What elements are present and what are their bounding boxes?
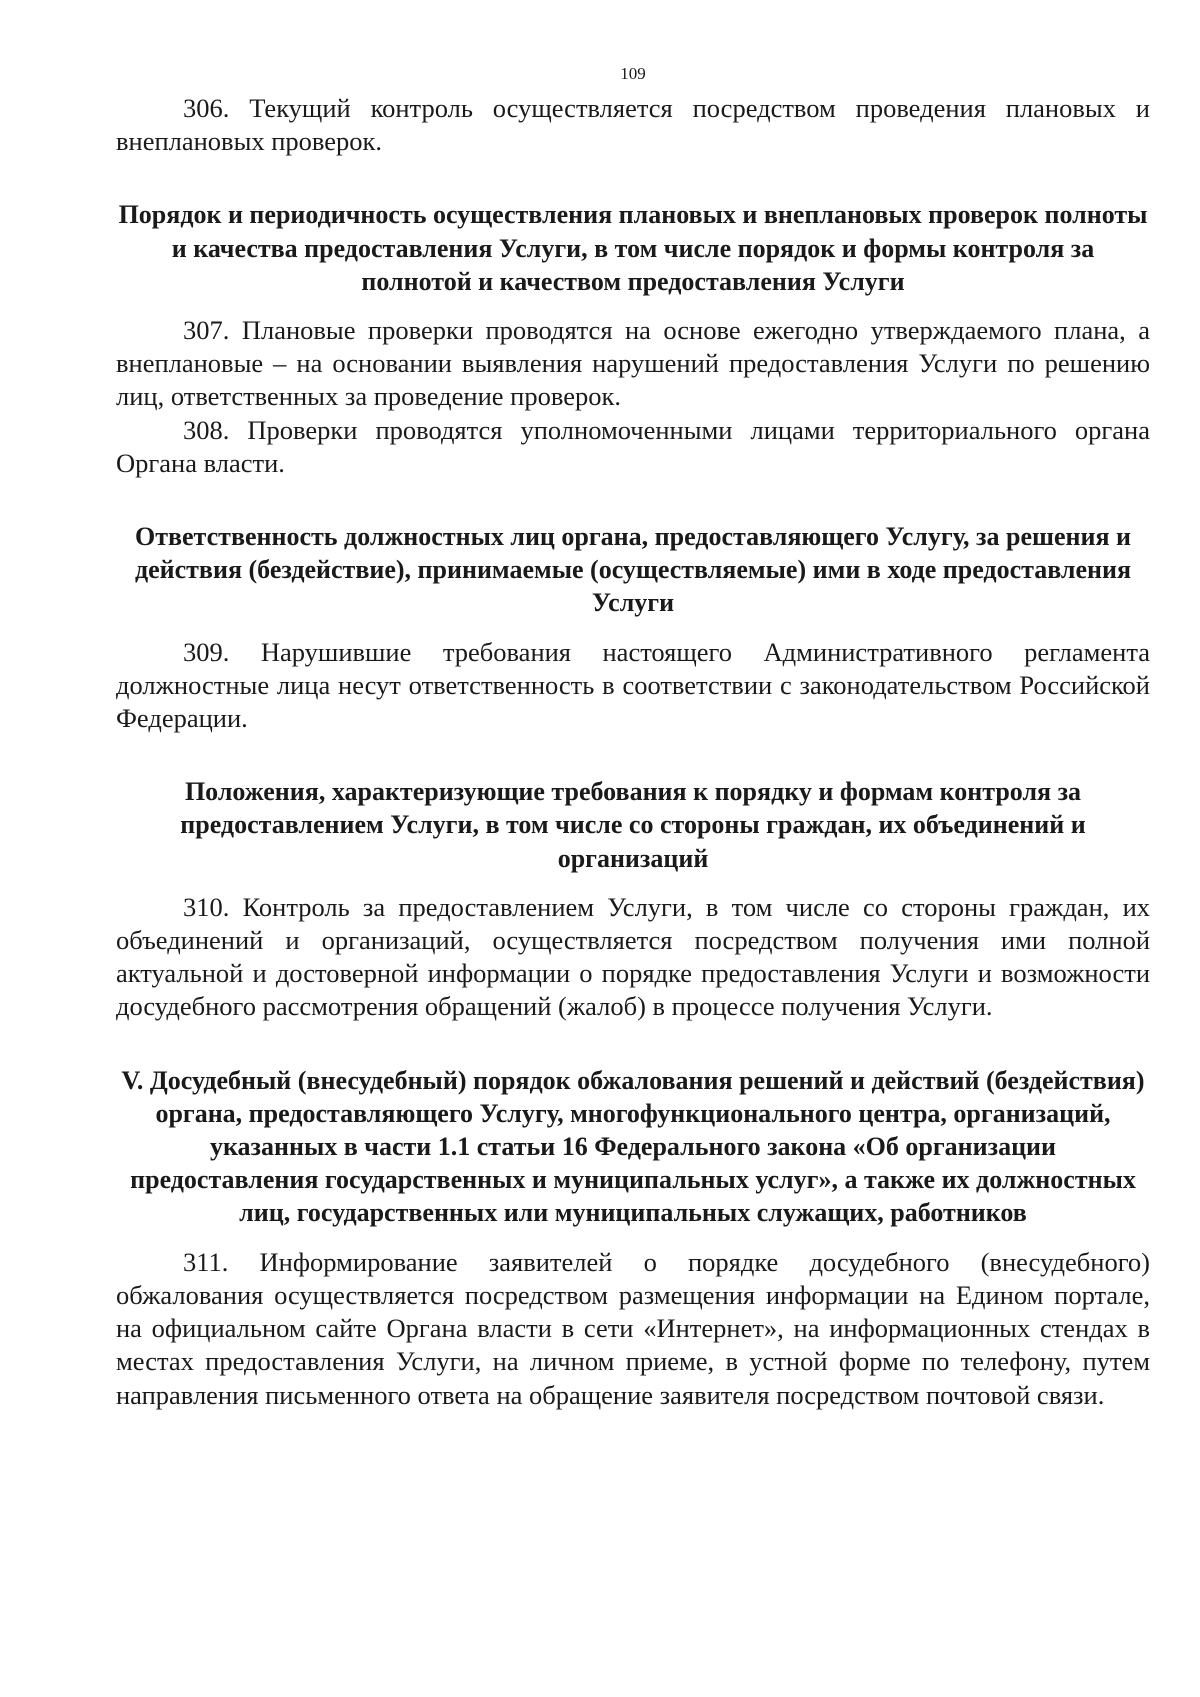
spacer: [116, 158, 1150, 198]
section-heading-inspections: Порядок и периодичность осуществления плановых и внеплановых проверок полноты и качества предоставления Услуги, в том числе порядок и формы контроля за полнотой и качеством предоставления Услуги: [118, 200, 1148, 296]
paragraph-310: 310. Контроль за предоставлением Услуги, в том числе со стороны граждан, их объединений и организаций, осуществляется посредством получения ими полной актуальной и достоверной информации о порядке предоставления Услуги и возможности досудебного рассмотрения обращений (жалоб) в процессе получения Услуги.: [116, 891, 1150, 1022]
paragraph-311: 311. Информирование заявителей о порядке досудебного (внесудебного) обжалования осуществляется посредством размещения информации на Едином портале, на официальном сайте Органа власти в сети «Интернет», на информационных стендах в местах предоставления Услуги, на личном приеме, в устной форме по телефону, путем направления письменного ответа на обращение заявителя посредством почтовой связи.: [116, 1246, 1150, 1410]
section-heading-responsibility: Ответственность должностных лиц органа, предоставляющего Услугу, за решения и действия (бездействие), принимаемые (осуществляемые) ими в ходе предоставления Услуги: [134, 522, 1132, 618]
spacer: [116, 620, 1150, 636]
paragraph-307: 307. Плановые проверки проводятся на основе ежегодно утверждаемого плана, а внеплановые – на основании выявления нарушений предоставления Услуги по решению лиц, ответственных за проведение проверок.: [116, 315, 1150, 412]
section-heading-control-requirements: Положения, характеризующие требования к порядку и формам контроля за предоставлением Услуги, в том числе со стороны граждан, их объединений и организаций: [180, 777, 1086, 873]
spacer: [116, 480, 1150, 520]
paragraph-309: 309. Нарушившие требования настоящего Административного регламента должностные лица несут ответственность в соответствии с законодательством Российской Федерации.: [116, 636, 1150, 734]
chapter-heading-v: V. Досудебный (внесудебный) порядок обжалования решений и действий (бездействия) органа, предоставляющего Услугу, многофункционального центра, организаций, указанных в части 1.1 статьи 16 Федерального закона «Об организации предоставления государственных и муниципальных услуг», а также их должностных лиц, государственных или муниципальных служащих, работников: [121, 1065, 1145, 1228]
spacer: [116, 1230, 1150, 1246]
spacer: [116, 735, 1150, 775]
spacer: [116, 1024, 1150, 1064]
paragraph-306: 306. Текущий контроль осуществляется посредством проведения плановых и внеплановых проверок.: [116, 93, 1150, 157]
page-number: 109: [620, 64, 646, 83]
spacer: [116, 298, 1150, 314]
spacer: [116, 875, 1150, 891]
paragraph-308: 308. Проверки проводятся уполномоченными лицами территориального органа Органа власти.: [116, 414, 1150, 478]
document-page: [116, 62, 1150, 1412]
